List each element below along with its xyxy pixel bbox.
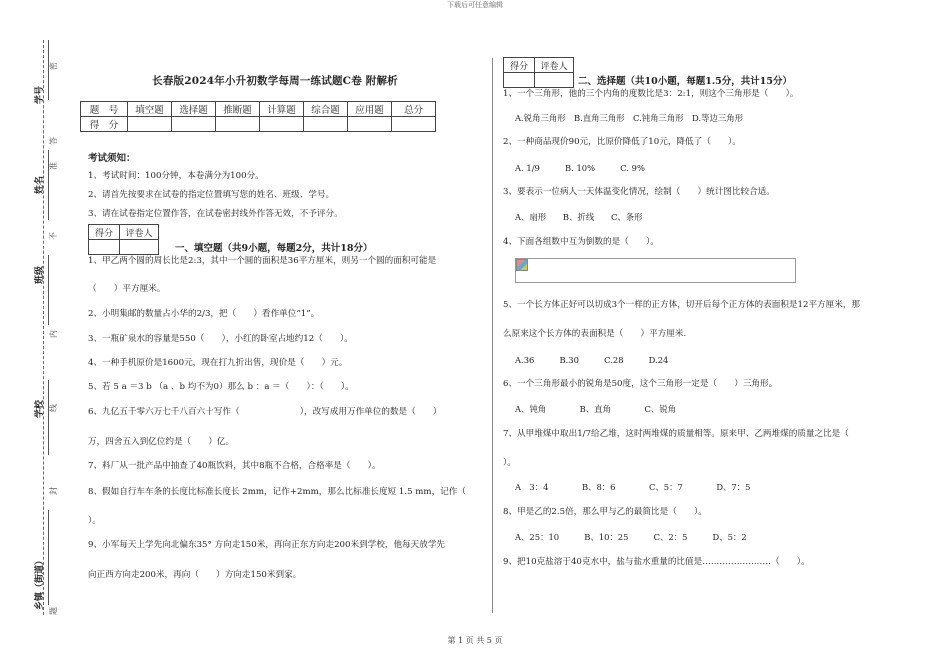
question-line: 7、从甲堆煤中取出1/7给乙堆，这时两堆煤的质量相等。原来甲、乙两堆煤的质量之比是（ (503, 429, 849, 439)
score-cell[interactable] (260, 117, 304, 132)
instruction-item: 1、考试时间：100分钟，本卷满分为100分。 (88, 171, 264, 181)
seal-mark: 题 (49, 607, 58, 615)
question-line: 4、一种手机原价是1600元，现在打九折出售，现价是（ ）元。 (88, 358, 348, 368)
seal-mark: 准 (49, 162, 58, 170)
score-cell[interactable] (392, 117, 436, 132)
fill-line (48, 40, 49, 100)
image-placeholder (515, 258, 796, 283)
section1-heading: 一、填空题（共9小题，每题2分，共计18分） (175, 243, 373, 254)
question-line: 6、九亿五千零六万七千八百六十写作（ ），改写成用万作单位的数是（ ） (88, 407, 442, 417)
score-table-header: 推断题 (216, 102, 260, 117)
options-line: A、25：10 B、10：25 C、2：5 D、5：2 (515, 532, 747, 542)
seal-mark: 线 (49, 404, 58, 412)
fill-line (48, 380, 49, 455)
grader-score-label: 得分 (504, 58, 535, 73)
score-cell[interactable] (348, 117, 392, 132)
grader-score-label: 得分 (89, 225, 120, 240)
question-line: ）。 (88, 516, 101, 526)
question-line: 向正西方向走200米，再向（ ）方向走150米到家。 (88, 570, 302, 580)
top-note: 下载后可任意编辑 (447, 1, 503, 9)
question-line: （ ）平方厘米。 (88, 284, 166, 294)
instruction-item: 2、请首先按要求在试卷的指定位置填写您的姓名、班级、学号。 (88, 190, 335, 200)
question-line: 9、把10克盐溶于40克水中，盐与盐水重量的比值是‥‥‥‥‥‥‥‥‥‥‥‥（ ）。 (503, 557, 810, 567)
score-cell[interactable] (128, 117, 172, 132)
grader-label: 评卷人 (120, 225, 159, 240)
grader-label: 评卷人 (535, 58, 574, 73)
question-line: 1、甲乙两个圆的周长比是2:3，其中一个圆的面积是36平方厘米，则另一个圆的面积可能是 (88, 256, 437, 266)
fill-line (48, 510, 49, 605)
seal-mark: 密 (49, 62, 58, 70)
question-line: 1、一个三角形，他的三个内角的度数比是3：2:1，则这个三角形是（ ）。 (503, 89, 799, 99)
question-line: 5、若 5 a ＝3 b （a 、b 均不为0）那么 b ：a ＝（ ）：（ ）。 (88, 382, 354, 392)
side-label-school: 学校 (35, 399, 45, 418)
side-label-township: 乡镇（街道） (35, 555, 45, 610)
page-footer: 第 1 页 共 5 页 (447, 636, 503, 645)
column-divider (492, 58, 493, 613)
options-line: A. 1/9 B. 10% C. 9% (515, 163, 645, 173)
question-line: 6、一个三角形最小的锐角是50度，这个三角形一定是（ ）三角形。 (503, 379, 778, 389)
seal-mark: 不 (49, 232, 58, 240)
side-label-class: 班级 (35, 265, 45, 284)
question-line: 5、一个长方体正好可以切成3个一样的正方体，切开后每个正方体的表面积是12平方厘米，那 (503, 300, 861, 310)
score-table (80, 101, 436, 132)
seal-mark: 内 (49, 330, 58, 338)
question-line: ）。 (503, 458, 516, 468)
seal-mark: 答 (49, 137, 58, 145)
grader-score-cell[interactable] (89, 240, 120, 255)
score-row-label: 得 分 (81, 117, 128, 132)
instructions-heading: 考试须知： (88, 153, 136, 164)
question-line: 3、一瓶矿泉水的容量是550（ ），小红的卧室占地约12（ ）。 (88, 334, 353, 344)
question-line: 7、料厂从一批产品中抽查了40瓶饮料，其中8瓶不合格，合格率是（ ）。 (88, 461, 381, 471)
fill-line (48, 255, 49, 325)
question-line: 8、甲是乙的2.5倍，那么甲与乙的最简比是（ ）。 (503, 507, 707, 517)
score-cell[interactable] (304, 117, 348, 132)
side-label-name: 姓名 (35, 175, 45, 194)
score-cell[interactable] (216, 117, 260, 132)
page-title: 长春版2024年小升初数学每周一练试题C卷 附解析 (152, 75, 398, 87)
side-label-student-id: 学号 (35, 85, 45, 104)
options-line: A 3：4 B、8：6 C、5：7 D、7：5 (515, 482, 751, 492)
grader-box (88, 224, 159, 255)
question-line: 9、小军每天上学先向北偏东35° 方向走150米，再向正东方向走200米到学校，他每天放学先 (88, 540, 446, 550)
options-line: A、扇形 B、折线 C、条形 (515, 212, 643, 222)
grader-box (503, 57, 574, 88)
options-line: A.36 B.30 C.28 D.24 (515, 355, 669, 365)
options-line: A、钝角 B、直角 C、锐角 (515, 404, 676, 414)
question-line: 4、下面各组数中互为倒数的是（ ）。 (503, 237, 659, 247)
question-line: 2、小明集邮的数量占小华的2/3，把（ ）看作单位“1”。 (88, 309, 320, 319)
instruction-item: 3、请在试卷指定位置作答，在试卷密封线外作答无效，不予评分。 (88, 209, 343, 219)
score-table-header: 综合题 (304, 102, 348, 117)
score-table-header: 选择题 (172, 102, 216, 117)
score-table-header: 总分 (392, 102, 436, 117)
question-line: 3、要表示一位病人一天体温变化情况，绘制（ ）统计图比较合适。 (503, 187, 775, 197)
score-cell[interactable] (172, 117, 216, 132)
score-table-header: 计算题 (260, 102, 304, 117)
question-line: 8、假如自行车车条的长度比标准长度长 2mm，记作+2mm，那么比标准长度短 1.5 mm，记作（ (88, 487, 466, 497)
broken-image-icon (516, 259, 528, 271)
grader-cell[interactable] (535, 73, 574, 88)
score-table-header: 填空题 (128, 102, 172, 117)
grader-score-cell[interactable] (504, 73, 535, 88)
question-line: 么原来这个长方体的表面积是（ ）平方厘米. (503, 329, 687, 339)
section2-heading: 二、选择题（共10小题，每题1.5分，共计15分） (578, 76, 792, 87)
options-line: A.锐角三角形 B.直角三角形 C.钝角三角形 D.等边三角形 (515, 113, 743, 123)
grader-cell[interactable] (120, 240, 159, 255)
seal-line (43, 40, 44, 615)
score-table-header: 题 号 (81, 102, 128, 117)
seal-mark: 封 (49, 487, 58, 495)
question-line: 2、一种商品现价90元，比原价降低了10元，降低了（ ）。 (503, 137, 741, 147)
fill-line (48, 150, 49, 220)
question-line: 万，四舍五入到亿位约是（ ）亿。 (88, 437, 235, 447)
score-table-header: 应用题 (348, 102, 392, 117)
